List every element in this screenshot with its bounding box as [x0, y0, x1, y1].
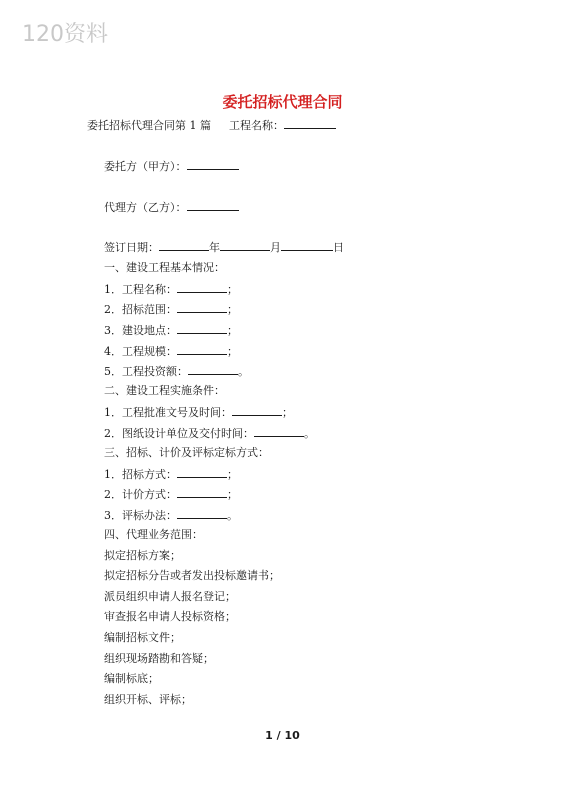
project-name-label: 工程名称：	[229, 119, 284, 132]
list-item: 拟定招标分告或者发出投标邀请书；	[104, 569, 280, 582]
fill-blank	[232, 405, 282, 416]
fill-blank	[177, 282, 227, 293]
client-label: 委托方（甲方）：	[104, 160, 187, 173]
punct: 。	[304, 427, 315, 440]
punct: ；	[227, 468, 238, 481]
sign-date-line	[104, 240, 344, 255]
list-item	[104, 323, 238, 338]
year-blank	[159, 240, 209, 251]
punct: ；	[227, 303, 238, 316]
list-item	[104, 467, 238, 482]
item-label: 3．建设地点：	[104, 324, 177, 337]
list-item	[104, 426, 315, 441]
document-title: 委托招标代理合同	[222, 93, 343, 111]
month-blank	[220, 240, 270, 251]
fill-blank	[177, 487, 227, 498]
list-item: 审查报名申请人投标资格；	[104, 610, 236, 623]
watermark: 120资料	[22, 22, 108, 47]
fill-blank	[254, 426, 304, 437]
section-heading: 三、招标、计价及评标定标方式：	[104, 446, 269, 459]
agent-label: 代理方（乙方）：	[104, 201, 187, 214]
client-line	[104, 159, 239, 174]
list-item	[104, 282, 238, 297]
day-blank	[281, 240, 333, 251]
item-label: 4．工程规模：	[104, 345, 177, 358]
fill-blank	[177, 302, 227, 313]
list-item	[104, 364, 249, 379]
list-item: 组织开标、评标；	[104, 693, 192, 706]
item-label: 1．工程名称：	[104, 283, 177, 296]
page-number: 1 / 10	[265, 729, 300, 742]
item-label: 1．工程批准文号及时间：	[104, 406, 232, 419]
subtitle-line	[87, 118, 336, 133]
item-label: 2．招标范围：	[104, 303, 177, 316]
section-heading: 二、建设工程实施条件：	[104, 384, 225, 397]
list-item	[104, 508, 238, 523]
item-label: 2．计价方式：	[104, 488, 177, 501]
punct: 。	[227, 509, 238, 522]
punct: ；	[227, 283, 238, 296]
day-label: 日	[333, 241, 344, 254]
punct: ；	[227, 324, 238, 337]
subtitle-left: 委托招标代理合同第 1 篇	[87, 119, 211, 132]
section-heading: 四、代理业务范围：	[104, 528, 203, 541]
list-item: 编制标底；	[104, 672, 159, 685]
project-name-blank	[284, 118, 336, 129]
fill-blank	[177, 344, 227, 355]
agent-line	[104, 200, 239, 215]
list-item	[104, 302, 238, 317]
list-item: 组织现场踏勘和答疑；	[104, 652, 214, 665]
punct: ；	[227, 345, 238, 358]
client-blank	[187, 159, 239, 170]
list-item: 编制招标文件；	[104, 631, 181, 644]
item-label: 5．工程投资额：	[104, 365, 188, 378]
fill-blank	[177, 508, 227, 519]
sign-date-label: 签订日期：	[104, 241, 159, 254]
item-label: 3．评标办法：	[104, 509, 177, 522]
list-item: 派员组织申请人报名登记；	[104, 590, 236, 603]
list-item	[104, 487, 238, 502]
fill-blank	[177, 467, 227, 478]
section-heading: 一、建设工程基本情况：	[104, 261, 225, 274]
fill-blank	[177, 323, 227, 334]
list-item	[104, 344, 238, 359]
punct: ；	[227, 488, 238, 501]
item-label: 1．招标方式：	[104, 468, 177, 481]
list-item: 拟定招标方案；	[104, 549, 181, 562]
list-item	[104, 405, 293, 420]
punct: 。	[238, 365, 249, 378]
fill-blank	[188, 364, 238, 375]
punct: ；	[282, 406, 293, 419]
month-label: 月	[270, 241, 281, 254]
agent-blank	[187, 200, 239, 211]
year-label: 年	[209, 241, 220, 254]
item-label: 2．图纸设计单位及交付时间：	[104, 427, 254, 440]
